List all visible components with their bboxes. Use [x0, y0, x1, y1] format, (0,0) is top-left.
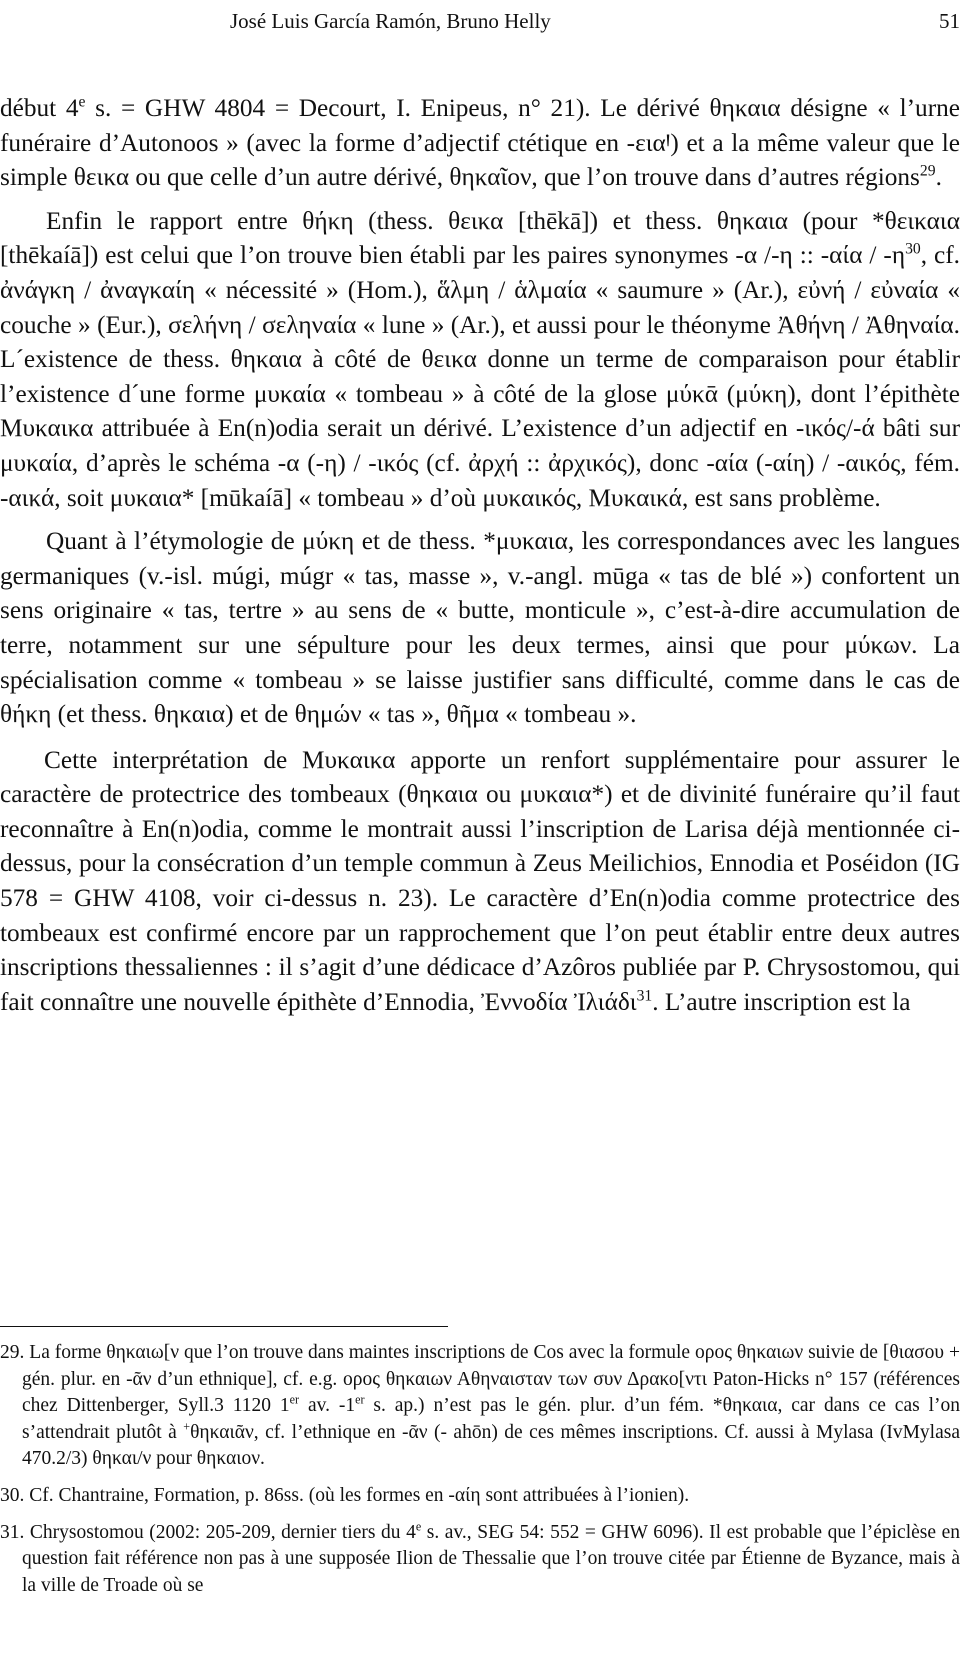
footnote-ref-31: 31 — [636, 987, 653, 1005]
superscript: e — [415, 1519, 422, 1534]
footnote-31-text-b: s. av., SEG 54: 552 = GHW 6096). Il est probable que l’épiclèse en question fait référence non pas à une supposée Ilion de Thessalie que l’on trouve citée par Étienne de Byzance, mais à la ville de Troade où se — [22, 1521, 960, 1596]
paragraph-1 — [0, 91, 960, 195]
footnote-ref-30: 30 — [905, 240, 921, 258]
page-number: 51 — [939, 9, 960, 33]
footnote-ref-29: 29 — [919, 162, 936, 180]
running-header — [0, 4, 960, 38]
footnote-separator — [0, 1326, 448, 1327]
footnote-29-text-a: 29. La forme θηκαιω[ν que l’on trouve dans maintes inscriptions de Cos avec la formule ορος θηκαιων suivie de [θιασου + gén. plur. en -ᾶν d’un ethnique], cf. e.g. ορος θηκαιων Αθηναισταν των συν Δρακο[ντι Paton-Hicks n° 157 (références chez Dittenberger, Syll.3 1120 1 — [0, 1342, 960, 1417]
footnote-29-text-d: θηκαιᾶν, cf. l’ethnique en -ᾶν (- ahōn) de ces mêmes inscriptions. Cf. aussi à Mylasa (IvMylasa 470.2/3) θηκαι/ν pour θηκαιον. — [22, 1421, 960, 1470]
footnote-30: 30. Cf. Chantraine, Formation, p. 86ss. (où les formes en -αίη sont attribuées à l’ionien). — [0, 1484, 690, 1506]
paragraph-1-text-b: s. = GHW 4804 = Decourt, I. Enipeus, n° 21). Le dérivé θηκαια désigne « l’urne funéraire d’Autonoos » (avec la forme d’adjectif ctétique en -ειαꞋ) et a la même valeur que le simple θεικα ou que celle d’un autre dérivé, θηκαῖον, que l’on trouve dans d’autres régions — [0, 94, 960, 192]
superscript: er — [289, 1392, 300, 1407]
footnote-31-text-a: 31. Chrysostomou (2002: 205-209, dernier tiers du 4 — [0, 1521, 416, 1543]
paragraph-4 — [0, 743, 960, 1020]
running-head-authors: José Luis García Ramón, Bruno Helly — [230, 9, 551, 33]
footnote-31 — [0, 1520, 960, 1600]
superscript: e — [78, 93, 86, 111]
superscript: er — [355, 1392, 365, 1407]
main-text — [0, 91, 960, 1019]
footnotes — [0, 1340, 960, 1599]
superscript: + — [183, 1419, 191, 1434]
paragraph-3: Quant à l’étymologie de μύκη et de thess. *μυκαια, les correspondances avec les langues germaniques (v.-isl. múgi, múgr « tas, masse », v.-angl. mūga « tas de blé ») confortent un sens originaire « tas, tertre » au sens de « butte, monticule », c’est-à-dire accumulation de terre, notamment sur une sépulture pour les deux termes, ainsi que pour μύκων. La spécialisation comme « tombeau » se laisse justifier sans difficulté, comme dans le cas de θήκη (et thess. θηκαια) et de θημών « tas », θῆμα « tombeau ». — [0, 527, 960, 729]
footnote-29-text-b: av. -1 — [299, 1395, 356, 1417]
footnote-29 — [0, 1340, 960, 1473]
paragraph-1-text-c: . — [935, 163, 942, 192]
paragraph-2-text-a: Enfin le rapport entre θήκη (thess. θεικα [thēkā]) et thess. θηκαια (pour *θεικαια [thēkaíā]) est celui que l’on trouve bien établi par les paires synonymes -α /-η :: -αία / -η — [0, 206, 960, 270]
paragraph-2-text-b: , cf. ἀνάγκη / ἀναγκαίη « nécessité » (Hom.), ἅλμη / ἁλμαία « saumure » (Ar.), εὐνή / εὐναία « couche » (Eur.), σελήνη / σεληναία « lune » (Ar.), et aussi pour le théonyme Ἀθήνη / Ἀθηναία. L´existence de thess. θηκαια à côté de θεικα donne un terme de comparaison pour établir l’existence d´une forme μυκαία « tombeau » à côté de la glose μύκᾱ (μύκη), dont l’épithète Μυκαικα attribuée à En(n)odia serait un dérivé. L’existence d’un adjectif en -ικός/-ά bâti sur μυκαία, d’après le schéma -α (-η) / -ικός (cf. ἀρχή :: ἀρχικός), donc -αία (-αίη) / -αικός, fém. -αικά, soit μυκαια* [mūkaíā] « tombeau » d’où μυκαικός, Μυκαικά, est sans problème. — [0, 241, 960, 512]
paragraph-4-text-b: . L’autre inscription est la — [652, 987, 911, 1016]
paragraph-2 — [0, 204, 960, 515]
paragraph-4-text-a: Cette interprétation de Μυκαικα apporte un renfort supplémentaire pour assurer le caractère de protectrice des tombeaux (θηκαια ou μυκαια*) et de divinité funéraire qu’il faut reconnaître à En(n)odia, comme le montrait aussi l’inscription de Larisa déjà mentionnée ci-dessus, pour la consécration d’un temple commun à Zeus Meilichios, Ennodia et Poséidon (IG 578 = GHW 4108, voir ci-dessus n. 23). Le caractère d’En(n)odia comme protectrice des tombeaux est confirmé encore par un rapprochement que l’on peut établir entre deux autres inscriptions thessaliennes : il s’agit d’une dédicace d’Azôros publiée par P. Chrysostomou, qui fait connaître une nouvelle épithète d’Ennodia, Ἐννοδία Ἰλιάδι — [0, 745, 960, 1016]
footnote-29-text-c: s. ap.) n’est pas le gén. plur. d’un fém. *θηκαια, car dans ce cas l’on s’attendrait plutôt à — [22, 1395, 960, 1443]
paragraph-1-text-a: début 4 — [0, 94, 79, 122]
